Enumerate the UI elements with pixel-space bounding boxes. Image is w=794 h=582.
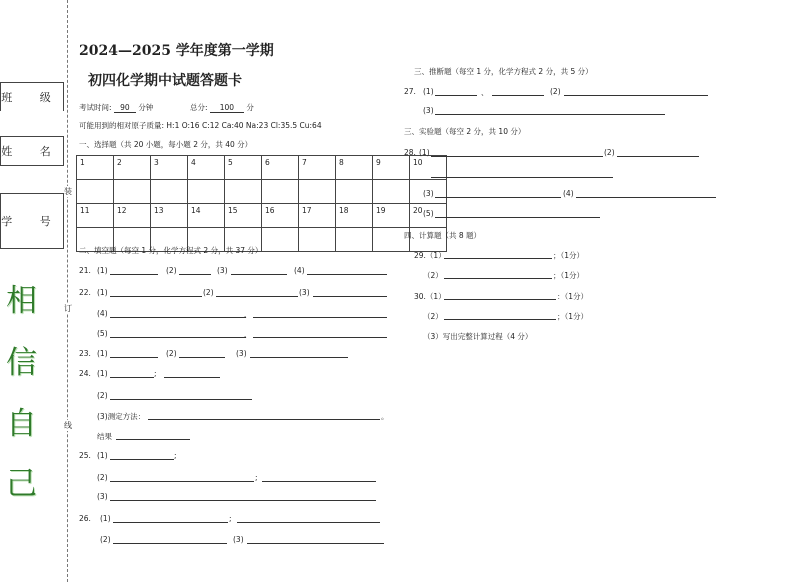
q27-blank-4[interactable] [435, 114, 665, 115]
q26-semicolon-1: ; [229, 514, 232, 523]
cut-mark-2: 订 [64, 304, 72, 313]
answer-cell[interactable] [77, 180, 114, 204]
q21-blank-1[interactable] [110, 274, 158, 275]
q27-blank-3[interactable] [564, 95, 708, 96]
q30-number: 30.（1） [414, 292, 446, 301]
q22-comma-2: 、 [244, 330, 252, 339]
q29-sub2: （2） [423, 271, 443, 280]
q22-blank-4[interactable] [110, 317, 246, 318]
q27-blank-2[interactable] [492, 95, 544, 96]
q29-points-2: ；（1分） [553, 271, 585, 280]
name-label: 姓 名 [1, 145, 63, 158]
choice-cell[interactable]: 6 [262, 156, 299, 180]
total-score [190, 102, 254, 113]
q26-p1: (1) [100, 514, 111, 523]
cut-mark-3: 线 [64, 421, 72, 430]
q25-semicolon-2: ; [255, 473, 258, 482]
q22-comma-1: 、 [244, 310, 252, 319]
q30-points-2: ；（1分） [557, 312, 589, 321]
q23-p1: (1) [97, 349, 108, 358]
choice-cell[interactable]: 13 [151, 204, 188, 228]
q22-number: 22. [79, 288, 91, 297]
choice-cell[interactable]: 11 [77, 204, 114, 228]
class-field [0, 82, 64, 111]
q24-semicolon-1: ; [154, 369, 157, 378]
q25-blank-1[interactable] [110, 459, 174, 460]
q24-p2: (2) [97, 391, 108, 400]
q26-blank-1[interactable] [113, 522, 228, 523]
choice-cell[interactable]: 7 [299, 156, 336, 180]
q27-blank-1[interactable] [435, 95, 477, 96]
q26-number: 26. [79, 514, 91, 523]
answer-cell[interactable] [188, 180, 225, 204]
q28-blank-4[interactable] [435, 197, 561, 198]
section4-title: 三、实验题（每空 2 分，共 10 分） [404, 127, 526, 136]
answer-cell[interactable] [373, 180, 410, 204]
choice-cell[interactable]: 9 [373, 156, 410, 180]
section1-title: 一、选择题（共 20 小题，每小题 2 分，共 40 分） [79, 140, 253, 149]
choice-cell[interactable]: 2 [114, 156, 151, 180]
motto-char-2: 信 [6, 345, 37, 381]
q28-blank-2[interactable] [617, 156, 699, 157]
choice-cell[interactable]: 18 [336, 204, 373, 228]
q25-p2: (2) [97, 473, 108, 482]
q22-p4: (4) [97, 309, 108, 318]
choice-cell[interactable]: 16 [262, 204, 299, 228]
total-value: 100 [210, 103, 244, 113]
choice-cell[interactable]: 3 [151, 156, 188, 180]
q26-blank-4[interactable] [247, 543, 384, 544]
choice-cell[interactable]: 8 [336, 156, 373, 180]
answer-cell[interactable] [262, 180, 299, 204]
q29-number: 29.（1） [414, 251, 446, 260]
q28-blank-3[interactable] [431, 177, 613, 178]
q29-blank-2[interactable] [444, 278, 552, 279]
q24-result-blank[interactable] [116, 439, 190, 440]
q21-blank-2[interactable] [179, 274, 211, 275]
q28-number: 28. [404, 148, 416, 157]
atomic-masses: 可能用到的相对原子质量: H:1 O:16 C:12 Ca:40 Na:23 Cl:35.5 Cu:64 [79, 121, 322, 130]
answer-cell[interactable] [262, 228, 299, 252]
q28-p3: (3) [423, 189, 434, 198]
class-label: 班 级 [1, 91, 63, 104]
motto-char-4: 己 [6, 466, 37, 502]
q25-p3: (3) [97, 492, 108, 501]
q28-p5: (5) [423, 209, 434, 218]
binding-line [67, 0, 68, 582]
choice-cell[interactable]: 14 [188, 204, 225, 228]
q27-comma: 、 [481, 88, 489, 97]
q30-sub2: （2） [423, 312, 443, 321]
total-label: 总分: [190, 103, 208, 112]
choice-cell[interactable]: 12 [114, 204, 151, 228]
choice-cell[interactable]: 15 [225, 204, 262, 228]
q22-p2: (2) [203, 288, 214, 297]
card-title: 初四化学期中试题答题卡 [88, 73, 242, 89]
q22-blank-3[interactable] [313, 296, 387, 297]
choice-cell[interactable]: 5 [225, 156, 262, 180]
q27-number: 27. [404, 87, 416, 96]
q23-number: 23. [79, 349, 91, 358]
choice-cell[interactable]: 4 [188, 156, 225, 180]
q21-number: 21. [79, 266, 91, 275]
choice-cell[interactable]: 20 [410, 204, 447, 228]
total-unit: 分 [246, 103, 254, 112]
name-field [0, 136, 64, 166]
answer-cell[interactable] [299, 180, 336, 204]
section3-title: 三、推断题（每空 1 分，化学方程式 2 分，共 5 分） [414, 67, 593, 76]
q26-p3: (3) [233, 535, 244, 544]
q24-blank-2[interactable] [164, 377, 220, 378]
motto-char-1: 相 [6, 283, 37, 319]
answer-cell[interactable] [114, 180, 151, 204]
q23-blank-2[interactable] [179, 357, 225, 358]
q22-blank-2[interactable] [216, 296, 298, 297]
q21-p1: (1) [97, 266, 108, 275]
q23-p2: (2) [166, 349, 177, 358]
exam-time-value: 90 [114, 103, 136, 113]
q28-p2: (2) [604, 148, 615, 157]
q21-blank-3[interactable] [231, 274, 287, 275]
q22-blank-1[interactable] [110, 296, 202, 297]
section2-title: 二、填空题（每空 1 分，化学方程式 2 分，共 37 分） [79, 246, 263, 255]
choice-cell[interactable]: 10 [410, 156, 447, 180]
q24-p1: (1) [97, 369, 108, 378]
q28-blank-1[interactable] [431, 156, 603, 157]
exam-time [79, 102, 153, 113]
q26-p2: (2) [100, 535, 111, 544]
q21-blank-4[interactable] [307, 274, 387, 275]
choice-cell[interactable]: 1 [77, 156, 114, 180]
q25-p1: (1) [97, 451, 108, 460]
q24-method-blank[interactable] [148, 419, 380, 420]
q30-sub3: （3）写出完整计算过程（4 分） [423, 332, 533, 341]
student-id-field [0, 193, 64, 249]
choice-grid [76, 155, 447, 252]
q23-blank-1[interactable] [110, 357, 158, 358]
q25-number: 25. [79, 451, 91, 460]
q26-blank-3[interactable] [113, 543, 227, 544]
q29-blank-1[interactable] [444, 258, 552, 259]
q24-blank-1[interactable] [110, 377, 154, 378]
q25-semicolon-1: ; [174, 451, 177, 460]
q21-p2: (2) [166, 266, 177, 275]
choice-cell[interactable]: 19 [373, 204, 410, 228]
year-title: 2024—2025 学年度第一学期 [79, 43, 274, 59]
q22-blank-7[interactable] [253, 337, 387, 338]
q22-p1: (1) [97, 288, 108, 297]
q24-result-label: 结果 [97, 432, 112, 441]
answer-cell[interactable] [151, 180, 188, 204]
q28-p1: (1) [419, 148, 430, 157]
q29-points-1: ；（1分） [553, 251, 585, 260]
q25-blank-3[interactable] [262, 481, 376, 482]
q28-p4: (4) [563, 189, 574, 198]
q23-p3: (3) [236, 349, 247, 358]
q24-period: 。 [381, 412, 389, 421]
q30-blank-1[interactable] [444, 299, 556, 300]
q25-blank-4[interactable] [110, 500, 376, 501]
q22-blank-6[interactable] [110, 337, 246, 338]
q24-method-label: (3)测定方法： [97, 412, 146, 421]
q22-blank-5[interactable] [253, 317, 387, 318]
answer-cell[interactable] [336, 180, 373, 204]
exam-time-unit: 分钟 [138, 103, 154, 112]
cut-mark-1: 装 [64, 187, 72, 196]
q24-blank-3[interactable] [110, 399, 252, 400]
q22-p3: (3) [299, 288, 310, 297]
q21-p3: (3) [217, 266, 228, 275]
answer-cell[interactable] [225, 180, 262, 204]
q24-number: 24. [79, 369, 91, 378]
answer-cell[interactable] [336, 228, 373, 252]
q30-points-1: ：（1分） [557, 292, 589, 301]
q27-p2: (2) [550, 87, 561, 96]
q28-blank-6[interactable] [435, 217, 600, 218]
q27-p3: (3) [423, 106, 434, 115]
q30-blank-2[interactable] [444, 319, 556, 320]
q28-blank-5[interactable] [576, 197, 716, 198]
q27-p1: (1) [423, 87, 434, 96]
q23-blank-3[interactable] [250, 357, 348, 358]
exam-time-label: 考试时间: [79, 103, 112, 112]
choice-cell[interactable]: 17 [299, 204, 336, 228]
answer-cell[interactable] [299, 228, 336, 252]
motto-char-3: 自 [6, 406, 37, 442]
q25-blank-2[interactable] [110, 481, 254, 482]
q26-blank-2[interactable] [237, 522, 380, 523]
q21-p4: (4) [294, 266, 305, 275]
student-id-label: 学 号 [1, 215, 63, 228]
q22-p5: (5) [97, 329, 108, 338]
section5-title: 四、计算题（共 8 题） [404, 231, 482, 240]
